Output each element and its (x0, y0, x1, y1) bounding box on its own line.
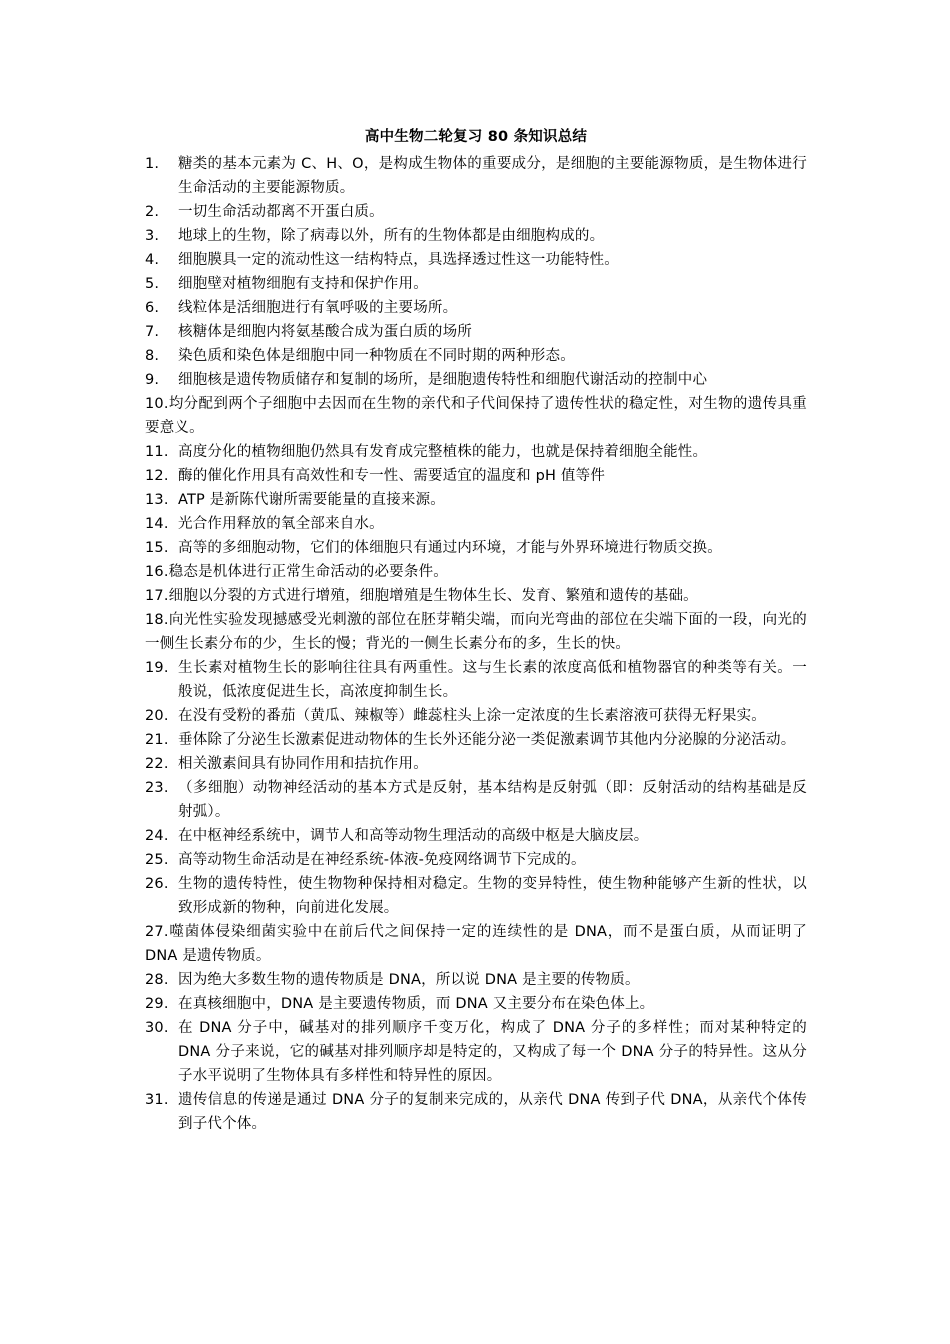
item-number: 13. (145, 492, 169, 508)
item-number: 21. (145, 732, 169, 748)
list-item (145, 608, 807, 656)
list-item (145, 968, 807, 992)
item-number: 1. (145, 156, 160, 172)
list-item (145, 656, 807, 704)
item-text: 细胞膜具一定的流动性这一结构特点，具选择透过性这一功能特性。 (178, 252, 619, 268)
list-item (145, 272, 807, 296)
item-text: 噬菌体侵染细菌实验中在前后代之间保持一定的连续性的是 DNA，而不是蛋白质，从而证明了 DNA 是遗传物质。 (145, 924, 807, 964)
item-text: 垂体除了分泌生长激素促进动物体的生长外还能分泌一类促激素调节其他内分泌腺的分泌活动。 (178, 732, 796, 748)
item-number: 2. (145, 204, 160, 220)
item-text: 因为绝大多数生物的遗传物质是 DNA，所以说 DNA 是主要的传物质。 (178, 972, 640, 988)
item-text: 遗传信息的传递是通过 DNA 分子的复制来完成的，从亲代 DNA 传到子代 DNA，从亲代个体传到子代个体。 (178, 1092, 807, 1132)
list-item (145, 776, 807, 824)
item-number: 30. (145, 1020, 169, 1036)
item-number: 29. (145, 996, 169, 1012)
list-item (145, 464, 807, 488)
item-number: 17. (145, 588, 169, 604)
list-item (145, 752, 807, 776)
item-number: 5. (145, 276, 160, 292)
list-item (145, 824, 807, 848)
item-text: 细胞以分裂的方式进行增殖，细胞增殖是生物体生长、发育、繁殖和遗传的基础。 (168, 588, 698, 604)
list-item (145, 704, 807, 728)
item-text: 生物的遗传特性，使生物物种保持相对稳定。生物的变异特性，使生物种能够产生新的性状，以致形成新的物种，向前进化发展。 (178, 876, 807, 916)
list-item (145, 248, 807, 272)
item-text: （多细胞）动物神经活动的基本方式是反射，基本结构是反射弧（即：反射活动的结构基础是反射弧）。 (178, 780, 807, 820)
list-item (145, 152, 807, 200)
list-item (145, 1016, 807, 1088)
item-number: 8. (145, 348, 160, 364)
item-text: 高等的多细胞动物，它们的体细胞只有通过内环境，才能与外界环境进行物质交换。 (178, 540, 722, 556)
item-text: 向光性实验发现撼感受光刺激的部位在胚芽鞘尖端，而向光弯曲的部位在尖端下面的一段，向光的一侧生长素分布的少，生长的慢；背光的一侧生长素分布的多，生长的快。 (145, 612, 807, 652)
item-text: 在中枢神经系统中，调节人和高等动物生理活动的高级中枢是大脑皮层。 (178, 828, 649, 844)
item-number: 4. (145, 252, 160, 268)
item-text: 均分配到两个子细胞中去因而在生物的亲代和子代间保持了遗传性状的稳定性，对生物的遗传具重要意义。 (145, 396, 807, 436)
list-item (145, 368, 807, 392)
list-item (145, 560, 807, 584)
item-text: 在真核细胞中，DNA 是主要遗传物质，而 DNA 又主要分布在染色体上。 (178, 996, 655, 1012)
item-number: 28. (145, 972, 169, 988)
list-item (145, 584, 807, 608)
list-item (145, 296, 807, 320)
item-text: 生长素对植物生长的影响往往具有两重性。这与生长素的浓度高低和植物器官的种类等有关。一般说，低浓度促进生长，高浓度抑制生长。 (178, 660, 807, 700)
document-body (145, 128, 807, 1136)
item-text: 在 DNA 分子中，碱基对的排列顺序千变万化，构成了 DNA 分子的多样性；而对某种特定的 DNA 分子来说，它的碱基对排列顺序却是特定的，又构成了每一个 DNA 分子的特异性。这从分子水平说明了生物体具有多样性和特异性的原因。 (178, 1020, 807, 1084)
item-text: 染色质和染色体是细胞中同一种物质在不同时期的两种形态。 (178, 348, 575, 364)
knowledge-list (145, 152, 807, 1136)
item-text: 在没有受粉的番茄（黄瓜、辣椒等）雌蕊柱头上涂一定浓度的生长素溶液可获得无籽果实。 (178, 708, 766, 724)
list-item (145, 536, 807, 560)
item-number: 20. (145, 708, 169, 724)
item-number: 31. (145, 1092, 169, 1108)
item-number: 19. (145, 660, 169, 676)
item-number: 16. (145, 564, 169, 580)
list-item (145, 1088, 807, 1136)
item-text: 细胞壁对植物细胞有支持和保护作用。 (178, 276, 428, 292)
item-text: 核糖体是细胞内将氨基酸合成为蛋白质的场所 (178, 324, 472, 340)
item-text: 细胞核是遗传物质储存和复制的场所，是细胞遗传特性和细胞代谢活动的控制中心 (178, 372, 708, 388)
item-text: 地球上的生物，除了病毒以外，所有的生物体都是由细胞构成的。 (178, 228, 605, 244)
item-number: 12. (145, 468, 169, 484)
item-text: 线粒体是活细胞进行有氧呼吸的主要场所。 (178, 300, 458, 316)
item-number: 7. (145, 324, 160, 340)
item-text: 一切生命活动都离不开蛋白质。 (178, 204, 384, 220)
item-number: 23. (145, 780, 169, 796)
item-number: 3. (145, 228, 160, 244)
item-number: 27. (145, 924, 169, 940)
item-number: 22. (145, 756, 169, 772)
item-text: 相关激素间具有协同作用和拮抗作用。 (178, 756, 428, 772)
list-item (145, 440, 807, 464)
item-number: 24. (145, 828, 169, 844)
item-text: 糖类的基本元素为 C、H、O，是构成生物体的重要成分，是细胞的主要能源物质，是生物体进行生命活动的主要能源物质。 (178, 156, 807, 196)
item-text: ATP 是新陈代谢所需要能量的直接来源。 (178, 492, 446, 508)
list-item (145, 344, 807, 368)
list-item (145, 872, 807, 920)
item-number: 26. (145, 876, 169, 892)
item-number: 6. (145, 300, 160, 316)
item-number: 9. (145, 372, 160, 388)
item-number: 25. (145, 852, 169, 868)
item-text: 酶的催化作用具有高效性和专一性、需要适宜的温度和 pH 值等件 (178, 468, 606, 484)
list-item (145, 224, 807, 248)
list-item (145, 392, 807, 440)
list-item (145, 512, 807, 536)
item-text: 光合作用释放的氧全部来自水。 (178, 516, 384, 532)
list-item (145, 848, 807, 872)
list-item (145, 200, 807, 224)
list-item (145, 488, 807, 512)
list-item (145, 320, 807, 344)
item-number: 18. (145, 612, 169, 628)
list-item (145, 992, 807, 1016)
item-number: 11. (145, 444, 169, 460)
item-text: 高等动物生命活动是在神经系统-体液-免疫网络调节下完成的。 (178, 852, 586, 868)
list-item (145, 728, 807, 752)
list-item (145, 920, 807, 968)
item-text: 高度分化的植物细胞仍然具有发育成完整植株的能力，也就是保持着细胞全能性。 (178, 444, 708, 460)
item-text: 稳态是机体进行正常生命活动的必要条件。 (168, 564, 448, 580)
item-number: 14. (145, 516, 169, 532)
item-number: 10. (145, 396, 169, 412)
document-title: 高中生物二轮复习 80 条知识总结 (364, 129, 588, 145)
item-number: 15. (145, 540, 169, 556)
